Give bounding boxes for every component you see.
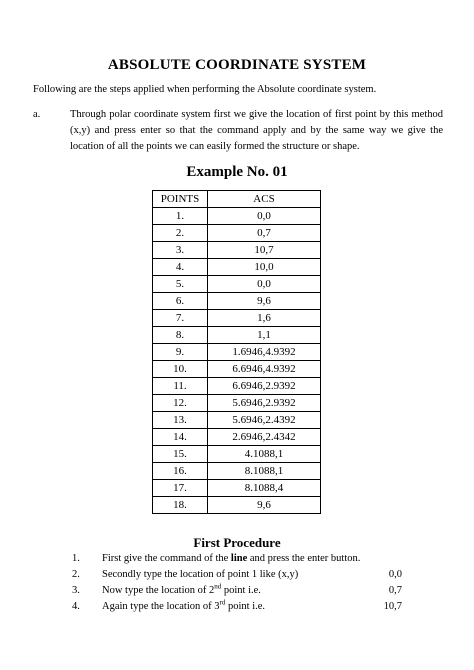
step-text-part: Again type the location of 3: [102, 601, 220, 612]
document-title: ABSOLUTE COORDINATE SYSTEM: [107, 57, 367, 73]
step-value: 0,7: [388, 585, 402, 596]
table-row: [153, 446, 321, 463]
point-number-cell: 8.: [153, 327, 208, 344]
acs-coordinate-cell: 6.6946,4.9392: [208, 361, 321, 378]
acs-coordinate-cell: 10,0: [208, 259, 321, 276]
point-number-cell: 18.: [153, 497, 208, 514]
table-row: [153, 429, 321, 446]
point-number-cell: 12.: [153, 395, 208, 412]
point-number-cell: 6.: [153, 293, 208, 310]
point-number-cell: 17.: [153, 480, 208, 497]
list-item-text: Through polar coordinate system first we give the location of first point by this method (x,y) and press enter so that the command apply and by the same way we give the location of all the points we can easily formed the structure or shape.: [70, 109, 443, 152]
step-number: 4.: [72, 601, 80, 612]
table-row: [153, 378, 321, 395]
point-number-cell: 1.: [153, 208, 208, 225]
table-row: [153, 480, 321, 497]
table-row: [153, 361, 321, 378]
acs-coordinate-cell: 0,0: [208, 276, 321, 293]
procedure-step: [0, 569, 474, 585]
table-row: [153, 208, 321, 225]
column-header-points: POINTS: [153, 191, 208, 208]
acs-coordinate-cell: 1.6946,4.9392: [208, 344, 321, 361]
table-row: [153, 412, 321, 429]
table-row: [153, 276, 321, 293]
table-row: [153, 395, 321, 412]
step-text-part: point i.e.: [225, 601, 266, 612]
coordinates-table: [152, 190, 321, 514]
point-number-cell: 4.: [153, 259, 208, 276]
step-text-part: Now type the location of 2: [102, 585, 215, 596]
acs-coordinate-cell: 4.1088,1: [208, 446, 321, 463]
step-number: 3.: [72, 585, 80, 596]
step-text: [102, 598, 266, 612]
acs-coordinate-cell: 0,7: [208, 225, 321, 242]
point-number-cell: 9.: [153, 344, 208, 361]
point-number-cell: 11.: [153, 378, 208, 395]
table-row: [153, 293, 321, 310]
table-row: [153, 463, 321, 480]
step-value: 10,7: [383, 601, 402, 612]
table-row: [153, 225, 321, 242]
step-text-superscript: rd: [219, 598, 226, 607]
step-number: 2.: [72, 569, 80, 580]
acs-coordinate-cell: 5.6946,2.4392: [208, 412, 321, 429]
acs-coordinate-cell: 0,0: [208, 208, 321, 225]
procedure-step: [0, 598, 474, 617]
point-number-cell: 13.: [153, 412, 208, 429]
table-row: [153, 344, 321, 361]
point-number-cell: 10.: [153, 361, 208, 378]
example-heading: Example No. 01: [186, 164, 288, 180]
list-item-a: [33, 107, 443, 155]
step-text-part: point i.e.: [221, 585, 261, 596]
acs-coordinate-cell: 6.6946,2.9392: [208, 378, 321, 395]
table-row: [153, 242, 321, 259]
step-text-part: First give the command of the: [102, 553, 231, 564]
acs-coordinate-cell: 5.6946,2.9392: [208, 395, 321, 412]
point-number-cell: 2.: [153, 225, 208, 242]
point-number-cell: 15.: [153, 446, 208, 463]
intro-paragraph: Following are the steps applied when performing the Absolute coordinate system.: [33, 84, 377, 95]
step-text: [102, 582, 261, 596]
step-text: Secondly type the location of point 1 like (x,y): [102, 569, 299, 580]
table-row: [153, 259, 321, 276]
point-number-cell: 5.: [153, 276, 208, 293]
table-row: [153, 310, 321, 327]
table-header-row: [153, 191, 321, 208]
acs-coordinate-cell: 1,6: [208, 310, 321, 327]
point-number-cell: 3.: [153, 242, 208, 259]
acs-coordinate-cell: 9,6: [208, 497, 321, 514]
step-text-part: and press the enter button.: [247, 553, 361, 564]
list-item-marker: a.: [33, 109, 41, 120]
step-text-superscript: nd: [214, 582, 222, 591]
acs-coordinate-cell: 2.6946,2.4342: [208, 429, 321, 446]
column-header-acs: ACS: [208, 191, 321, 208]
acs-coordinate-cell: 8.1088,4: [208, 480, 321, 497]
point-number-cell: 14.: [153, 429, 208, 446]
acs-coordinate-cell: 1,1: [208, 327, 321, 344]
acs-coordinate-cell: 9,6: [208, 293, 321, 310]
step-text: [102, 553, 360, 564]
point-number-cell: 7.: [153, 310, 208, 327]
acs-coordinate-cell: 8.1088,1: [208, 463, 321, 480]
procedure-heading: First Procedure: [193, 535, 281, 550]
step-number: 1.: [72, 553, 80, 564]
table-row: [153, 497, 321, 514]
step-text-bold: line: [230, 553, 248, 564]
step-value: 0,0: [388, 569, 402, 580]
procedure-step: [0, 553, 474, 569]
table-row: [153, 327, 321, 344]
point-number-cell: 16.: [153, 463, 208, 480]
acs-coordinate-cell: 10,7: [208, 242, 321, 259]
procedure-step: [0, 582, 474, 601]
